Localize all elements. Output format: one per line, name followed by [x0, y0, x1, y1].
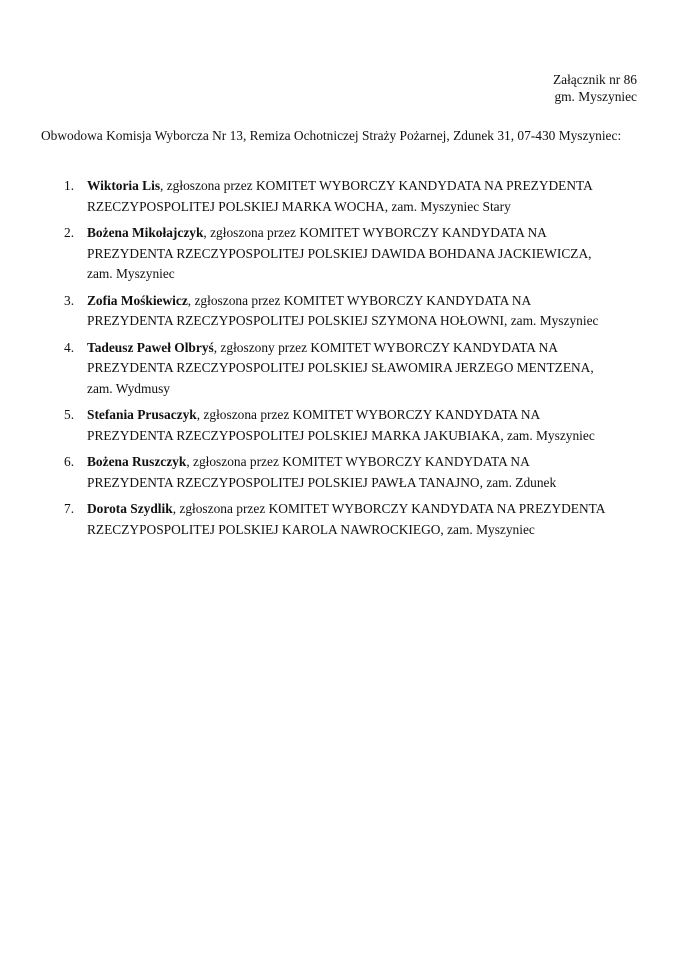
member-line: , zgłoszona przez KOMITET WYBORCZY KANDYDATA NA — [203, 225, 547, 240]
member-line: , zgłoszona przez KOMITET WYBORCZY KANDYDATA NA — [187, 292, 532, 308]
member-line: RZECZYPOSPOLITEJ POLSKIEJ MARKA WOCHA, zam. Myszyniec Stary — [87, 198, 511, 214]
municipality: gm. Myszyniec — [554, 89, 637, 104]
member-line: PREZYDENTA RZECZYPOSPOLITEJ POLSKIEJ PAWŁA TANAJNO, zam. Zdunek — [87, 474, 557, 490]
member-name: Wiktoria Lis — [87, 178, 161, 193]
list-item — [64, 499, 664, 540]
member-name: Bożena Ruszczyk — [87, 454, 187, 469]
list-item — [64, 176, 664, 217]
member-line: PREZYDENTA RZECZYPOSPOLITEJ POLSKIEJ SZYMONA HOŁOWNI, zam. Myszyniec — [87, 313, 599, 328]
member-name: Zofia Mośkiewicz — [87, 292, 188, 308]
item-number: 5. — [64, 407, 75, 422]
member-line: RZECZYPOSPOLITEJ POLSKIEJ KAROLA NAWROCKIEGO, zam. Myszyniec — [87, 521, 535, 537]
member-line: PREZYDENTA RZECZYPOSPOLITEJ POLSKIEJ DAWIDA BOHDANA JACKIEWICZA, — [87, 245, 592, 261]
item-number: 2. — [64, 225, 75, 240]
list-item — [64, 405, 664, 446]
member-line: PREZYDENTA RZECZYPOSPOLITEJ POLSKIEJ SŁAWOMIRA JERZEGO MENTZENA, — [87, 360, 594, 375]
annex-number: Załącznik nr 86 — [552, 72, 637, 87]
member-line: , zgłoszona przez KOMITET WYBORCZY KANDYDATA NA — [196, 407, 541, 422]
item-number: 4. — [64, 339, 75, 355]
member-name: Stefania Prusaczyk — [87, 407, 197, 422]
member-line: PREZYDENTA RZECZYPOSPOLITEJ POLSKIEJ MARKA JAKUBIAKA, zam. Myszyniec — [87, 427, 595, 443]
member-line: , zgłoszony przez KOMITET WYBORCZY KANDYDATA NA — [213, 339, 558, 355]
member-line: zam. Myszyniec — [87, 266, 175, 281]
commission-title: Obwodowa Komisja Wyborcza Nr 13, Remiza Ochotniczej Straży Pożarnej, Zdunek 31, 07-430 Myszyniec: — [41, 128, 622, 143]
member-line: , zgłoszona przez KOMITET WYBORCZY KANDYDATA NA PREZYDENTA — [172, 501, 606, 516]
list-item — [64, 338, 664, 400]
list-item — [64, 223, 664, 285]
item-number: 3. — [64, 292, 75, 308]
member-name: Dorota Szydlik — [87, 501, 173, 516]
item-number: 6. — [64, 454, 75, 469]
member-name: Tadeusz Paweł Olbryś — [87, 339, 214, 355]
members-list — [64, 176, 664, 546]
item-number: 1. — [64, 178, 75, 193]
item-number: 7. — [64, 501, 75, 516]
list-item — [64, 291, 664, 332]
member-line: , zgłoszona przez KOMITET WYBORCZY KANDYDATA NA — [186, 454, 530, 469]
annex-header — [553, 71, 637, 105]
member-line: , zgłoszona przez KOMITET WYBORCZY KANDYDATA NA PREZYDENTA — [160, 178, 593, 193]
member-line: zam. Wydmusy — [87, 380, 170, 396]
list-item — [64, 452, 664, 493]
member-name: Bożena Mikołajczyk — [87, 225, 204, 240]
